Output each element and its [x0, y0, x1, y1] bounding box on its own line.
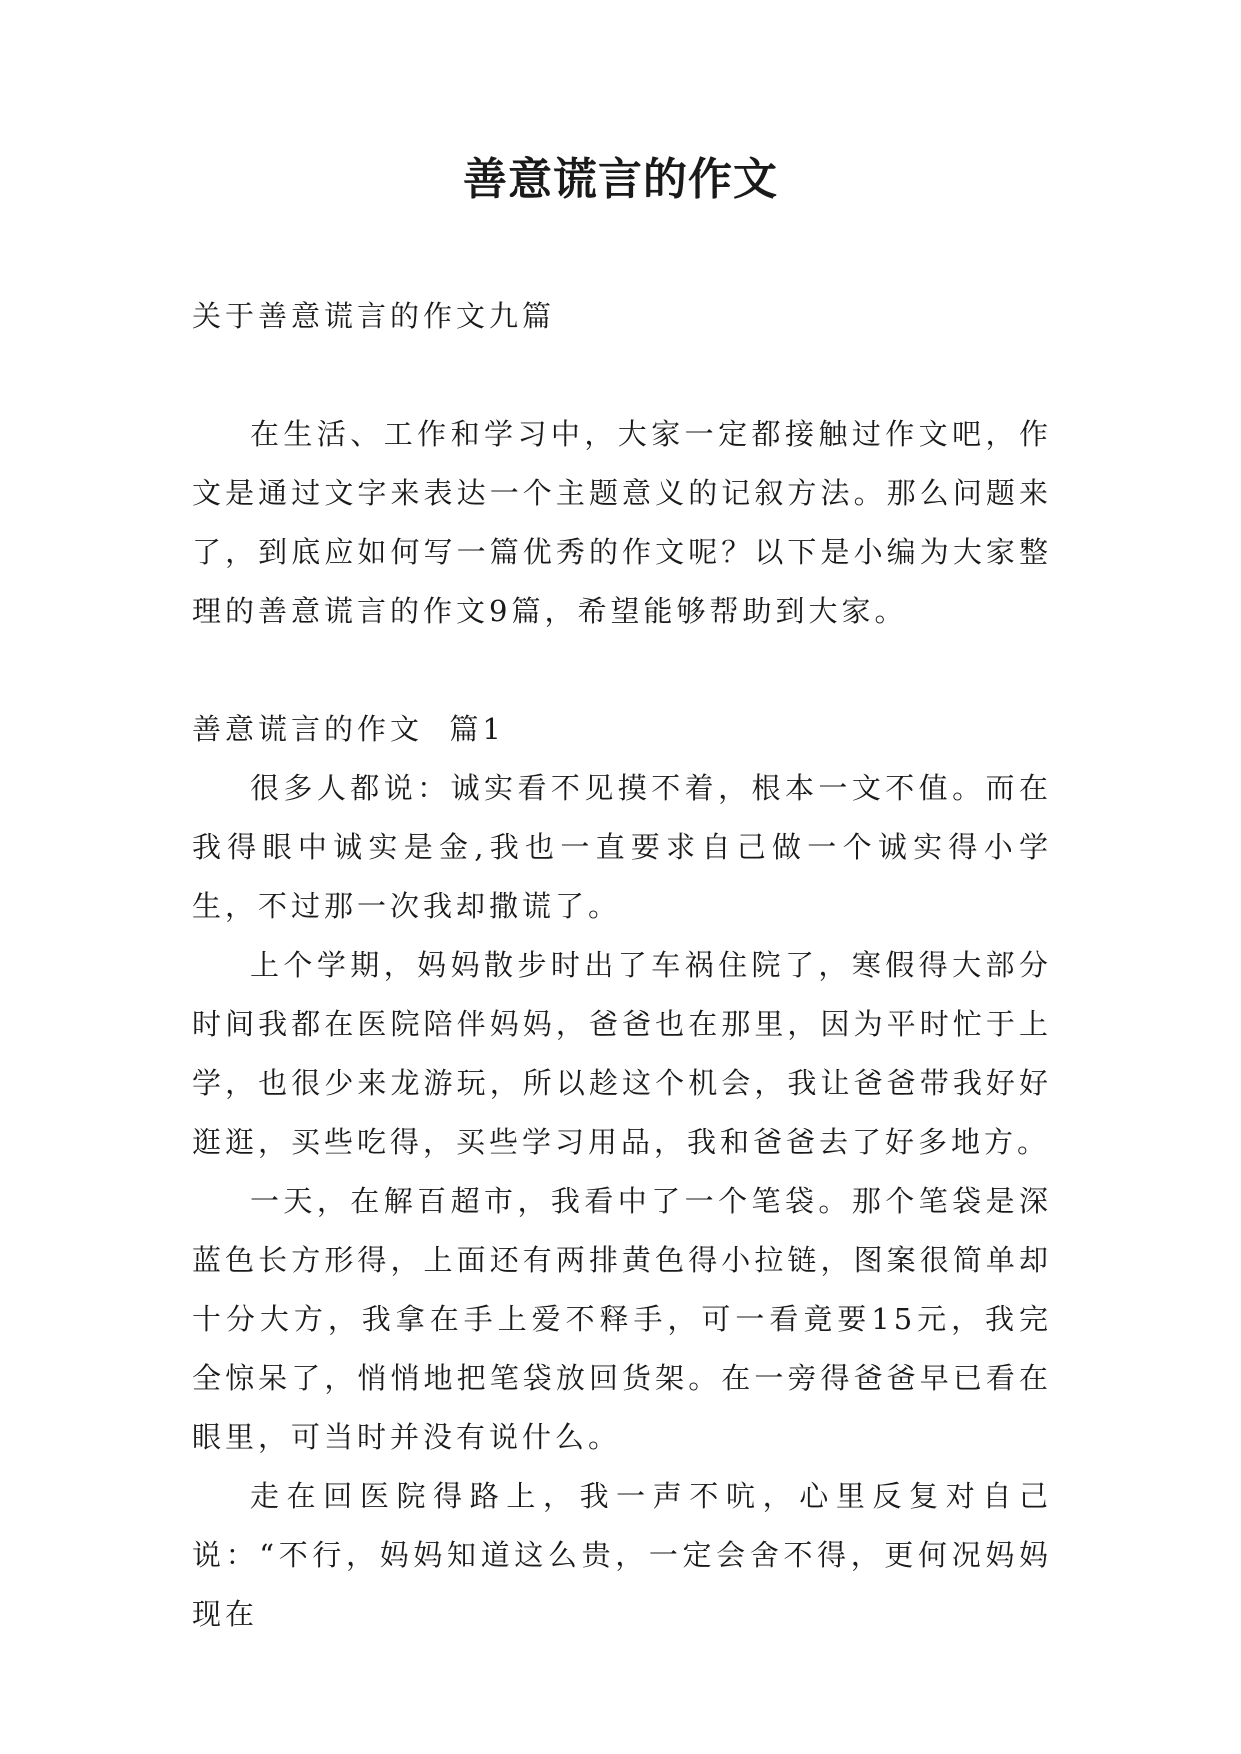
document-body [192, 287, 1052, 1644]
body-paragraph-4: 走在回医院得路上，我一声不吭，心里反复对自己说：“不行，妈妈知道这么贵，一定会舍不得，更何况妈妈现在 [192, 1479, 1052, 1631]
document-subtitle: 关于善意谎言的作文九篇 [192, 299, 556, 333]
body-paragraph-3: 一天，在解百超市，我看中了一个笔袋。那个笔袋是深蓝色长方形得，上面还有两排黄色得小拉链，图案很简单却十分大方，我拿在手上爱不释手，可一看竟要15元，我完全惊呆了，悄悄地把笔袋放回货架。在一旁得爸爸早已看在眼里，可当时并没有说什么。 [192, 1184, 1052, 1454]
body-paragraph-2: 上个学期，妈妈散步时出了车祸住院了，寒假得大部分时间我都在医院陪伴妈妈，爸爸也在那里，因为平时忙于上学，也很少来龙游玩，所以趁这个机会，我让爸爸带我好好逛逛，买些吃得，买些学习用品，我和爸爸去了好多地方。 [192, 948, 1052, 1159]
intro-paragraph: 在生活、工作和学习中，大家一定都接触过作文吧，作文是通过文字来表达一个主题意义的记叙方法。那么问题来了，到底应如何写一篇优秀的作文呢？以下是小编为大家整理的善意谎言的作文9篇，希望能够帮助到大家。 [192, 417, 1052, 628]
body-paragraph-1: 很多人都说：诚实看不见摸不着，根本一文不值。而在我得眼中诚实是金,我也一直要求自己做一个诚实得小学生，不过那一次我却撒谎了。 [192, 771, 1052, 923]
section-title: 善意谎言的作文 篇1 [192, 712, 505, 746]
document-title: 善意谎言的作文 [463, 154, 778, 205]
